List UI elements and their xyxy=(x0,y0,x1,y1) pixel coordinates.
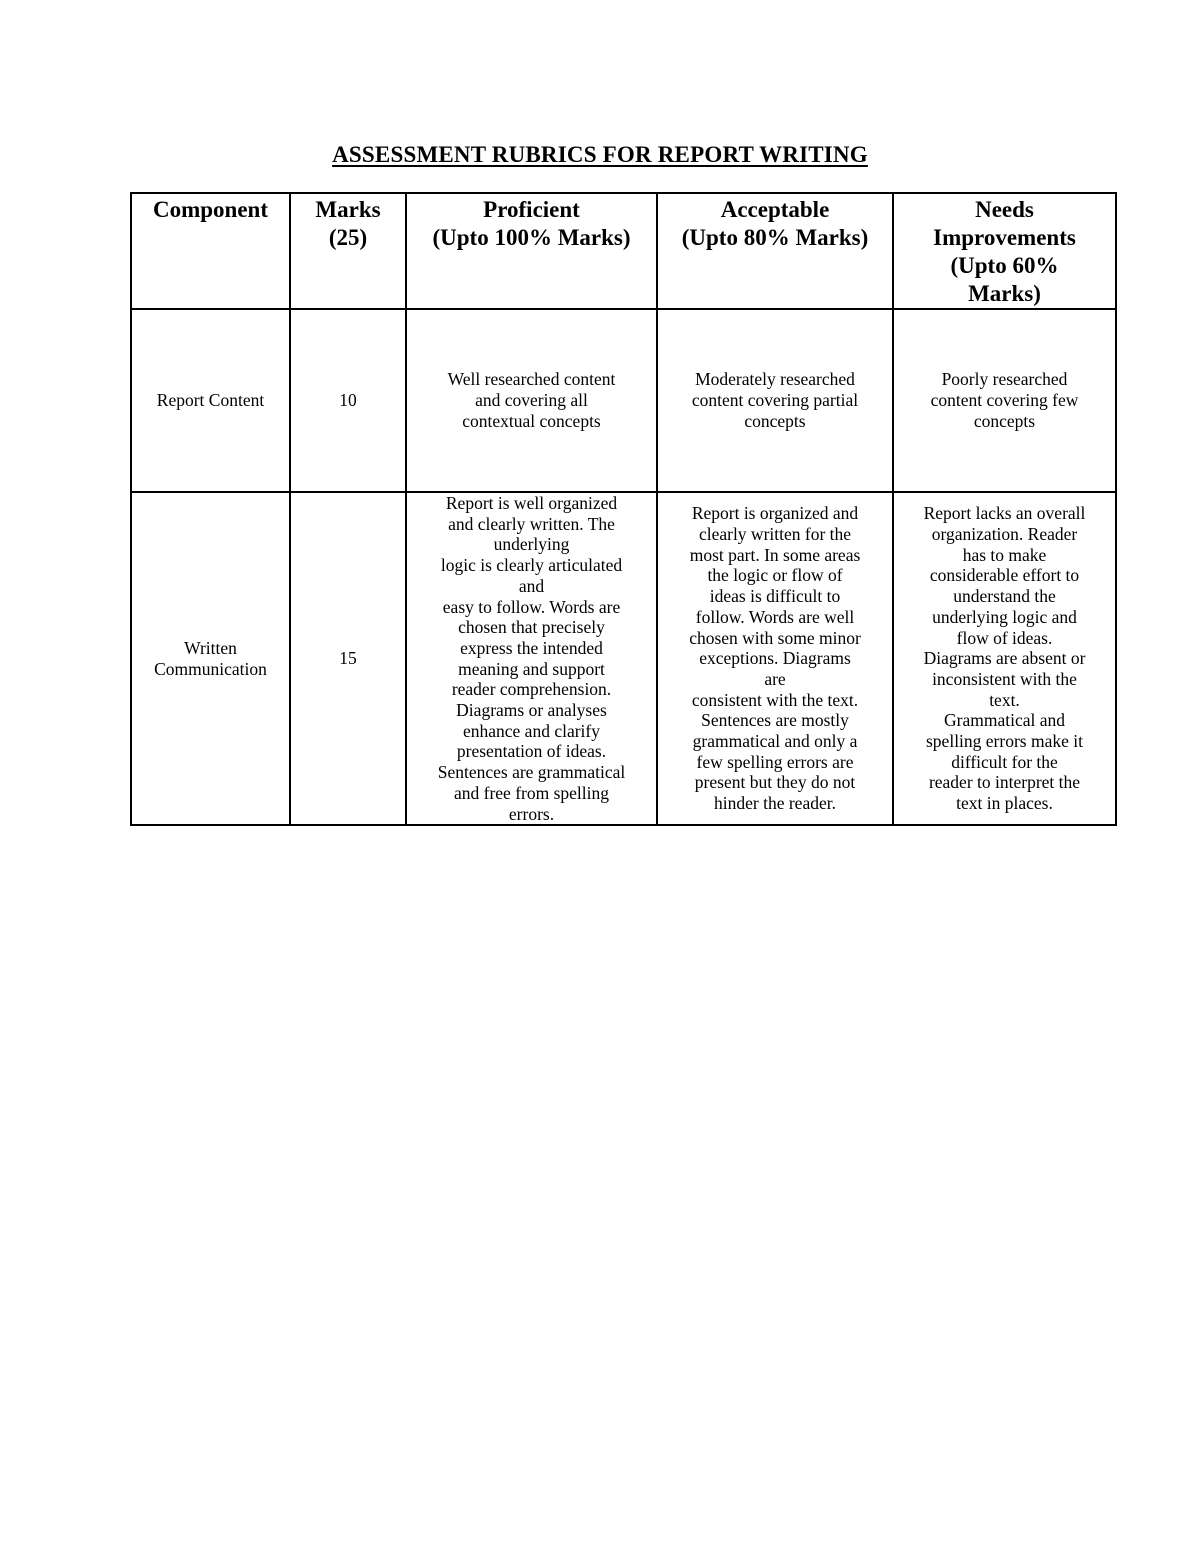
cell-component: Written Communication xyxy=(131,492,290,825)
cell-needs-improvements: Poorly researched content covering few concepts xyxy=(893,309,1116,492)
cell-acceptable: Report is organized and clearly written for the most part. In some areas the logic or flow of ideas is difficult to follow. Words are well chosen with some minor exceptions. Diagrams are consistent with the text. Sentences are mostly grammatical and only a few spelling errors are present but they do not hinder the reader. xyxy=(657,492,893,825)
header-marks: Marks (25) xyxy=(290,193,406,309)
table-row-written-communication xyxy=(131,492,1116,825)
header-component: Component xyxy=(131,193,290,309)
cell-component: Report Content xyxy=(131,309,290,492)
cell-marks: 15 xyxy=(290,492,406,825)
table-row-report-content xyxy=(131,309,1116,492)
header-proficient: Proficient (Upto 100% Marks) xyxy=(406,193,657,309)
cell-marks: 10 xyxy=(290,309,406,492)
header-acceptable: Acceptable (Upto 80% Marks) xyxy=(657,193,893,309)
document-title: ASSESSMENT RUBRICS FOR REPORT WRITING xyxy=(332,142,868,167)
cell-needs-improvements: Report lacks an overall organization. Reader has to make considerable effort to understand the underlying logic and flow of ideas. Diagrams are absent or inconsistent with the text. Grammatical and spelling errors make it difficult for the reader to interpret the text in places. xyxy=(893,492,1116,825)
rubric-table xyxy=(130,192,1117,826)
cell-acceptable: Moderately researched content covering partial concepts xyxy=(657,309,893,492)
header-row xyxy=(131,193,1116,309)
cell-proficient: Report is well organized and clearly written. The underlying logic is clearly articulated and easy to follow. Words are chosen that precisely express the intended meaning and support reader comprehension. Diagrams or analyses enhance and clarify presentation of ideas. Sentences are grammatical and free from spelling errors. xyxy=(406,492,657,825)
header-needs-improvements: Needs Improvements (Upto 60% Marks) xyxy=(893,193,1116,309)
cell-proficient: Well researched content and covering all contextual concepts xyxy=(406,309,657,492)
